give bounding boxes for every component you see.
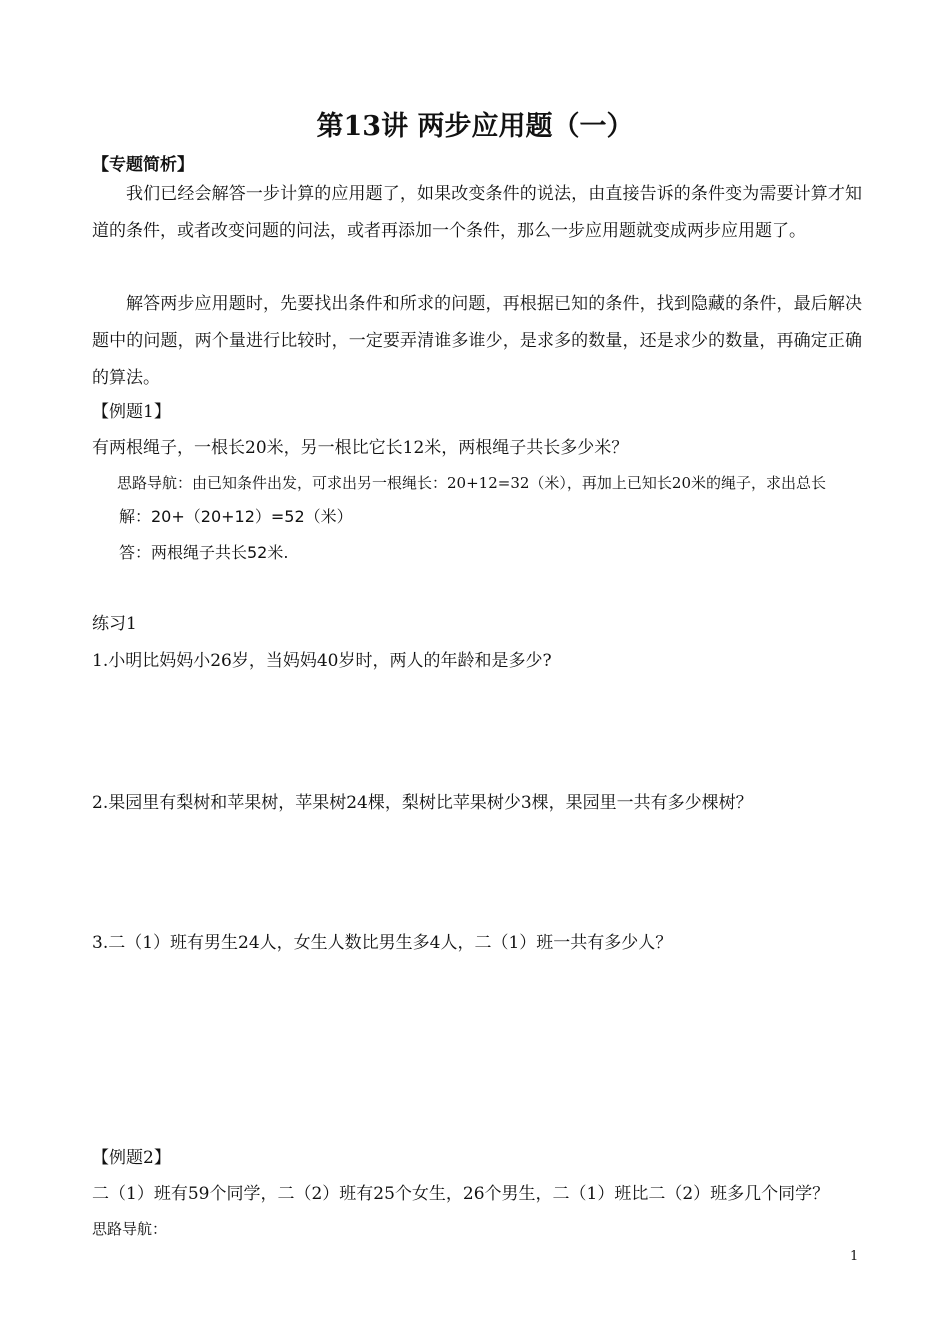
example2-hint: 思路导航： — [92, 1220, 168, 1238]
example1-hint: 思路导航：由已知条件出发，可求出另一根绳长：20+12=32（米），再加上已知长20米的绳子，求出总长 — [117, 474, 826, 492]
example1-heading: 【例题1】 — [92, 402, 171, 422]
practice1-question-1: 1.小明比妈妈小26岁，当妈妈40岁时，两人的年龄和是多少? — [92, 651, 552, 671]
intro-paragraph-2: 解答两步应用题时，先要找出条件和所求的问题，再根据已知的条件，找到隐藏的条件，最后解决题中的问题，两个量进行比较时，一定要弄清谁多谁少，是求多的数量，还是求少的数量，再确定正确的算法。 — [92, 294, 862, 388]
example2-heading: 【例题2】 — [92, 1148, 171, 1168]
example1-solution: 解：20+（20+12）=52（米） — [119, 507, 353, 526]
practice1-question-3: 3.二（1）班有男生24人，女生人数比男生多4人，二（1）班一共有多少人？ — [92, 933, 673, 953]
example1-answer: 答：两根绳子共长52米. — [119, 543, 289, 562]
page-title: 第13讲 两步应用题（一） — [316, 111, 634, 142]
practice1-heading: 练习1 — [92, 614, 137, 634]
section-heading-analysis: 【专题简析】 — [92, 155, 194, 175]
example1-question: 有两根绳子，一根长20米，另一根比它长12米，两根绳子共长多少米？ — [92, 438, 629, 458]
example2-question: 二（1）班有59个同学，二（2）班有25个女生，26个男生，二（1）班比二（2）班多几个同学？ — [92, 1184, 830, 1204]
practice1-question-2: 2.果园里有梨树和苹果树，苹果树24棵，梨树比苹果树少3棵，果园里一共有多少棵树？ — [92, 793, 753, 813]
page-number: 1 — [850, 1249, 859, 1264]
intro-paragraph-1: 我们已经会解答一步计算的应用题了，如果改变条件的说法，由直接告诉的条件变为需要计算才知道的条件，或者改变问题的问法，或者再添加一个条件，那么一步应用题就变成两步应用题了。 — [92, 184, 862, 241]
